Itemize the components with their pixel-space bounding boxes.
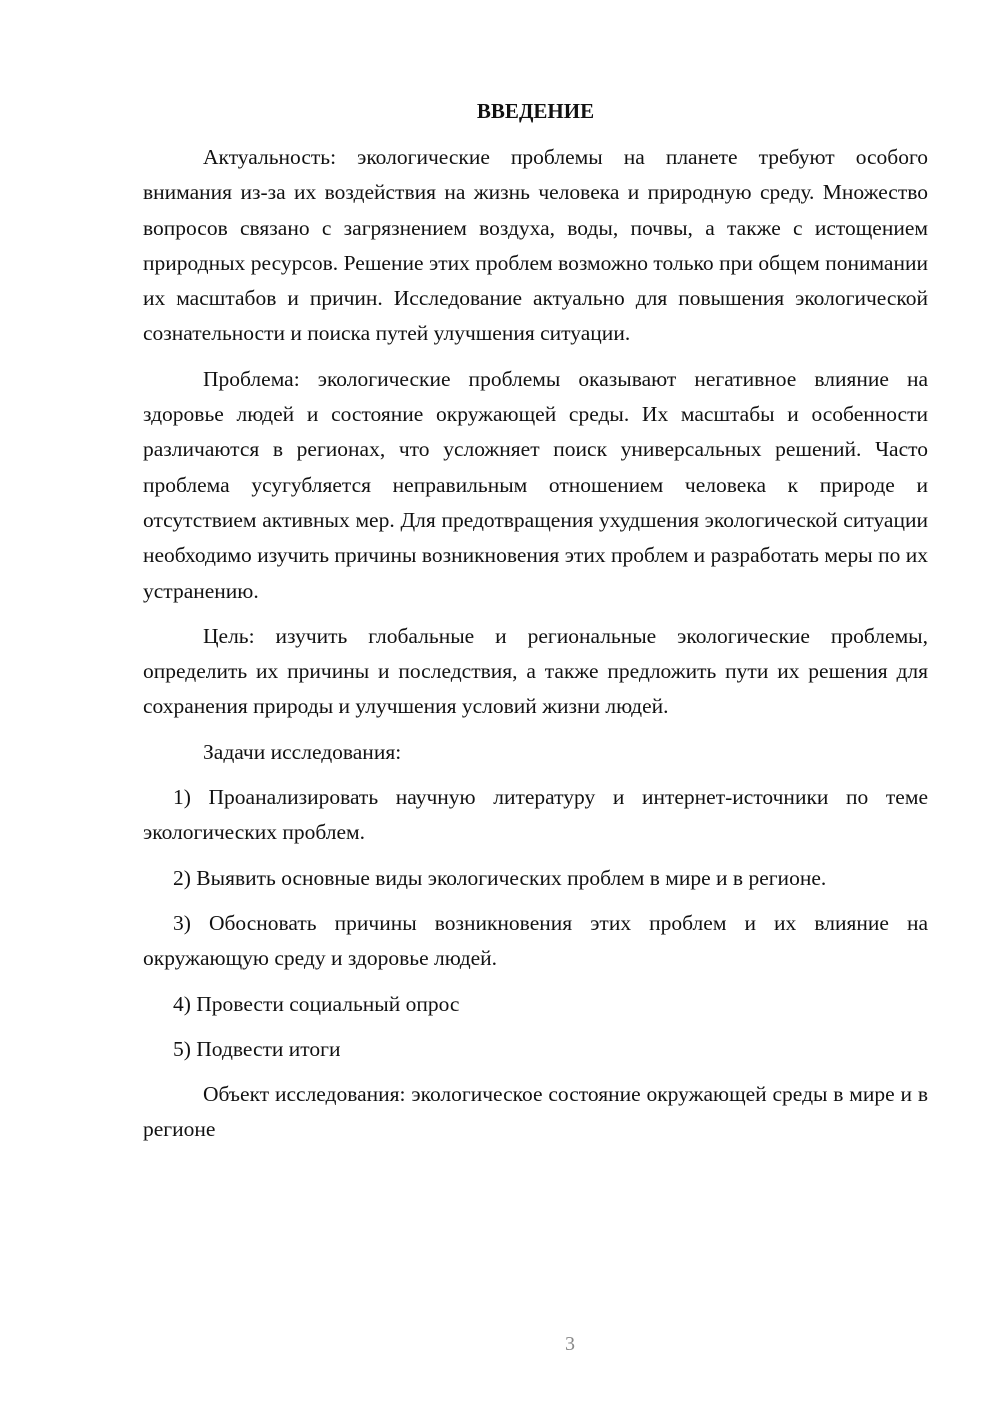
problem-paragraph: Проблема: экологические проблемы оказывают негативное влияние на здоровье людей и состояние окружающей среды. Их масштабы и особенности различаются в регионах, что усложняет поиск универсальных решений. Часто проблема усугубляется неправильным отношением человека к природе и отсутствием активных мер. Для предотвращения ухудшения экологической ситуации необходимо изучить причины возникновения этих проблем и разработать меры по их устранению. xyxy=(143,366,928,603)
page-content xyxy=(143,96,928,1158)
task-item: 4) Провести социальный опрос xyxy=(173,991,460,1016)
task-item: 3) Обосновать причины возникновения этих проблем и их влияние на окружающую среду и здоровье людей. xyxy=(143,910,928,971)
object-paragraph: Объект исследования: экологическое состояние окружающей среды в мире и в регионе xyxy=(143,1082,928,1142)
tasks-title: Задачи исследования: xyxy=(203,739,402,764)
page-number: 3 xyxy=(565,1333,575,1355)
relevance-paragraph: Актуальность: экологические проблемы на планете требуют особого внимания из-за их воздействия на жизнь человека и природную среду. Множество вопросов связано с загрязнением воздуха, воды, почвы, а также с истощением природных ресурсов. Решение этих проблем возможно только при общем понимании их масштабов и причин. Исследование актуально для повышения экологической сознательности и поиска путей улучшения ситуации. xyxy=(143,145,928,346)
section-heading: ВВЕДЕНИЕ xyxy=(476,99,595,123)
goal-paragraph: Цель: изучить глобальные и региональные экологические проблемы, определить их причины и последствия, а также предложить пути их решения для сохранения природы и улучшения условий жизни людей. xyxy=(143,623,928,719)
task-item: 2) Выявить основные виды экологических проблем в мире и в регионе. xyxy=(173,865,827,890)
task-item: 1) Проанализировать научную литературу и интернет-источники по теме экологических проблем. xyxy=(143,785,928,845)
task-item: 5) Подвести итоги xyxy=(173,1036,341,1061)
